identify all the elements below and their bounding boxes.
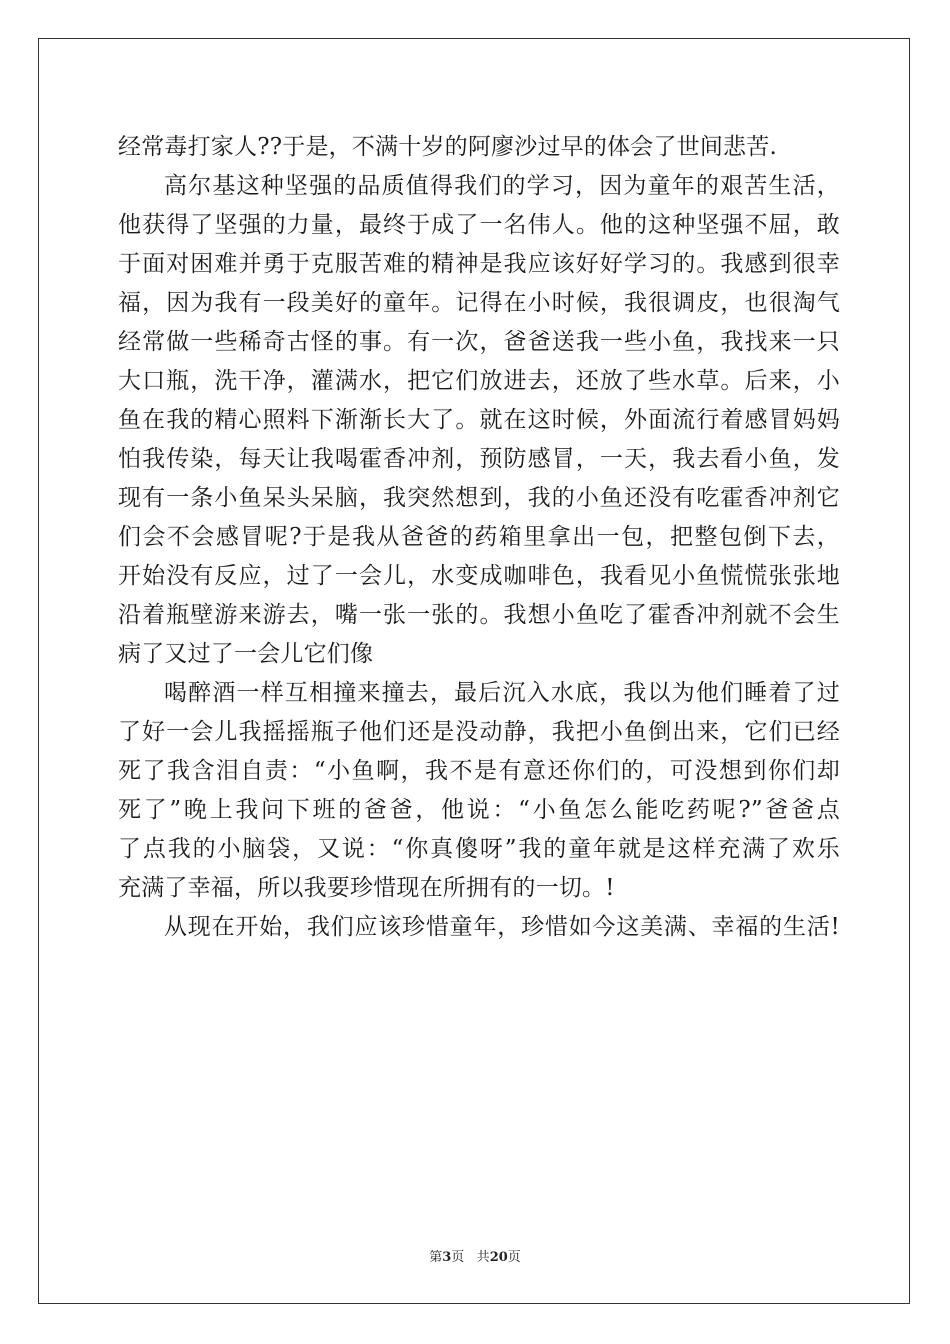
footer-total-suffix: 页: [507, 1250, 521, 1265]
text-line: 现有一条小鱼呆头呆脑，我突然想到，我的小鱼还没有吃霍香冲剂它: [118, 485, 840, 511]
footer-page-suffix: 页: [451, 1250, 465, 1265]
text-line: 充满了幸福，所以我要珍惜现在所拥有的一切。!: [118, 875, 615, 901]
text-line: 病了又过了一会儿它们像: [118, 641, 374, 667]
document-body: [118, 128, 840, 947]
text-line: 沿着瓶壁游来游去，嘴一张一张的。我想小鱼吃了霍香冲剂就不会生: [118, 602, 840, 628]
text-line: 高尔基这种坚强的品质值得我们的学习，因为童年的艰苦生活，: [164, 173, 840, 199]
text-line: 死了”晚上我问下班的爸爸，他说：“小鱼怎么能吃药呢?”爸爸点: [118, 797, 840, 823]
text-line: 了点我的小脑袋，又说：“你真傻呀”我的童年就是这样充满了欢乐: [118, 836, 840, 862]
text-line: 开始没有反应，过了一会儿，水变成咖啡色，我看见小鱼慌慌张张地: [118, 563, 840, 589]
text-line: 福，因为我有一段美好的童年。记得在小时候，我很调皮，也很淘气: [118, 290, 840, 316]
footer-total-pages: 20: [489, 1250, 508, 1265]
text-line: 经常毒打家人??于是，不满十岁的阿廖沙过早的体会了世间悲苦.: [118, 134, 777, 160]
page-footer: [0, 1246, 950, 1265]
text-line: 大口瓶，洗干净，灌满水，把它们放进去，还放了些水草。后来，小: [118, 368, 840, 394]
text-line: 于面对困难并勇于克服苦难的精神是我应该好好学习的。我感到很幸: [118, 251, 840, 277]
text-line: 他获得了坚强的力量，最终于成了一名伟人。他的这种坚强不屈，敢: [118, 212, 840, 238]
text-line: 鱼在我的精心照料下渐渐长大了。就在这时候，外面流行着感冒妈妈: [118, 407, 840, 433]
text-line: 经常做一些稀奇古怪的事。有一次，爸爸送我一些小鱼，我找来一只: [118, 329, 840, 355]
text-line: 喝醉酒一样互相撞来撞去，最后沉入水底，我以为他们睡着了过: [164, 680, 840, 706]
text-line: 从现在开始，我们应该珍惜童年，珍惜如今这美满、幸福的生活!: [164, 914, 840, 940]
text-line: 死了我含泪自责：“小鱼啊，我不是有意还你们的，可没想到你们却: [118, 758, 840, 784]
footer-page-prefix: 第: [429, 1250, 443, 1265]
footer-page-number: 3: [442, 1250, 452, 1265]
text-line: 怕我传染，每天让我喝霍香冲剂，预防感冒，一天，我去看小鱼，发: [118, 446, 840, 472]
text-line: 们会不会感冒呢?于是我从爸爸的药箱里拿出一包，把整包倒下去，: [118, 524, 840, 550]
footer-total-prefix: 共: [476, 1250, 490, 1265]
text-line: 了好一会儿我摇摇瓶子他们还是没动静，我把小鱼倒出来，它们已经: [118, 719, 840, 745]
